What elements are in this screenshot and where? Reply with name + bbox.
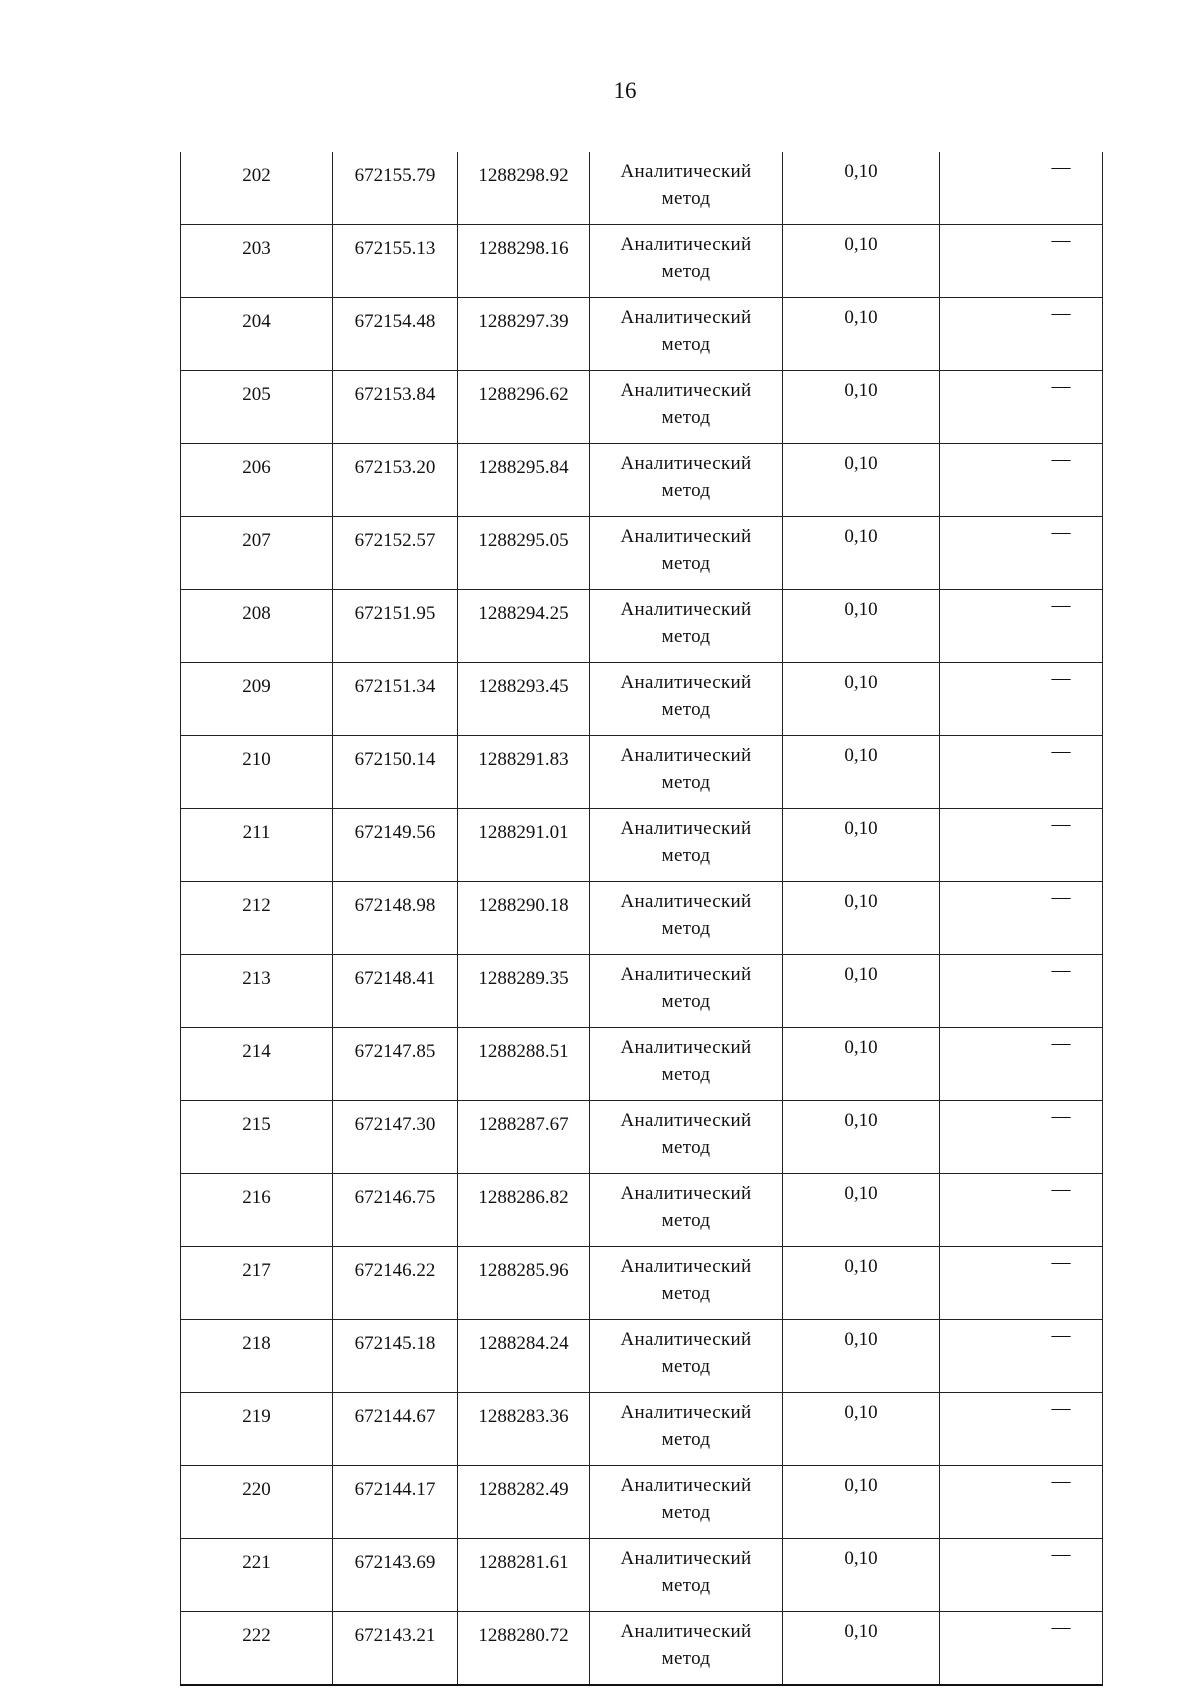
y-coordinate-cell: 1288286.82 xyxy=(458,1174,590,1247)
y-coordinate-cell: 1288281.61 xyxy=(458,1539,590,1612)
method-cell xyxy=(590,1393,783,1466)
point-number-cell: 208 xyxy=(181,590,333,663)
point-number-cell: 213 xyxy=(181,955,333,1028)
method-line: метод xyxy=(661,918,711,939)
method-line: метод xyxy=(661,991,711,1012)
coordinates-table xyxy=(180,152,1103,1686)
y-coordinate-cell: 1288280.72 xyxy=(458,1612,590,1686)
method-line: Аналитический xyxy=(620,818,752,839)
x-coordinate-cell: 672151.34 xyxy=(333,663,458,736)
method-line: Аналитический xyxy=(620,161,752,182)
x-coordinate-cell: 672143.69 xyxy=(333,1539,458,1612)
x-coordinate-cell: 672153.20 xyxy=(333,444,458,517)
accuracy-cell: 0,10 xyxy=(783,1028,940,1101)
table-body xyxy=(181,152,1103,1685)
accuracy-cell: 0,10 xyxy=(783,809,940,882)
point-number-cell: 212 xyxy=(181,882,333,955)
table-row xyxy=(181,663,1103,736)
description-cell: — xyxy=(940,152,1103,225)
method-line: Аналитический xyxy=(620,745,752,766)
method-line: метод xyxy=(661,845,711,866)
description-cell: — xyxy=(940,1101,1103,1174)
method-cell xyxy=(590,1028,783,1101)
x-coordinate-cell: 672155.13 xyxy=(333,225,458,298)
table-row xyxy=(181,1612,1103,1686)
y-coordinate-cell: 1288282.49 xyxy=(458,1466,590,1539)
point-number-cell: 211 xyxy=(181,809,333,882)
method-line: Аналитический xyxy=(620,599,752,620)
x-coordinate-cell: 672144.17 xyxy=(333,1466,458,1539)
description-cell: — xyxy=(940,809,1103,882)
table-row xyxy=(181,1539,1103,1612)
method-line: метод xyxy=(661,1137,711,1158)
table-row xyxy=(181,1247,1103,1320)
accuracy-cell: 0,10 xyxy=(783,1320,940,1393)
x-coordinate-cell: 672146.75 xyxy=(333,1174,458,1247)
method-line: метод xyxy=(661,1502,711,1523)
point-number-cell: 217 xyxy=(181,1247,333,1320)
method-line: метод xyxy=(661,261,711,282)
table-row xyxy=(181,1393,1103,1466)
method-line: Аналитический xyxy=(620,1475,752,1496)
point-number-cell: 222 xyxy=(181,1612,333,1686)
method-line: метод xyxy=(661,1575,711,1596)
accuracy-cell: 0,10 xyxy=(783,955,940,1028)
y-coordinate-cell: 1288297.39 xyxy=(458,298,590,371)
x-coordinate-cell: 672143.21 xyxy=(333,1612,458,1686)
x-coordinate-cell: 672145.18 xyxy=(333,1320,458,1393)
point-number-cell: 202 xyxy=(181,152,333,225)
method-line: Аналитический xyxy=(620,1110,752,1131)
method-cell xyxy=(590,809,783,882)
method-line: метод xyxy=(661,480,711,501)
method-cell xyxy=(590,955,783,1028)
point-number-cell: 204 xyxy=(181,298,333,371)
description-cell: — xyxy=(940,736,1103,809)
y-coordinate-cell: 1288288.51 xyxy=(458,1028,590,1101)
point-number-cell: 219 xyxy=(181,1393,333,1466)
table-row xyxy=(181,809,1103,882)
method-line: метод xyxy=(661,553,711,574)
method-cell xyxy=(590,590,783,663)
method-line: метод xyxy=(661,188,711,209)
description-cell: — xyxy=(940,225,1103,298)
accuracy-cell: 0,10 xyxy=(783,371,940,444)
point-number-cell: 216 xyxy=(181,1174,333,1247)
method-cell xyxy=(590,517,783,590)
method-line: метод xyxy=(661,1283,711,1304)
description-cell: — xyxy=(940,1612,1103,1686)
description-cell: — xyxy=(940,298,1103,371)
method-cell xyxy=(590,1466,783,1539)
description-cell: — xyxy=(940,444,1103,517)
table-row xyxy=(181,955,1103,1028)
table-row xyxy=(181,1466,1103,1539)
accuracy-cell: 0,10 xyxy=(783,590,940,663)
accuracy-cell: 0,10 xyxy=(783,1174,940,1247)
y-coordinate-cell: 1288291.01 xyxy=(458,809,590,882)
point-number-cell: 215 xyxy=(181,1101,333,1174)
y-coordinate-cell: 1288295.84 xyxy=(458,444,590,517)
method-line: метод xyxy=(661,1356,711,1377)
method-line: метод xyxy=(661,1064,711,1085)
x-coordinate-cell: 672147.30 xyxy=(333,1101,458,1174)
description-cell: — xyxy=(940,1393,1103,1466)
table-row xyxy=(181,444,1103,517)
x-coordinate-cell: 672144.67 xyxy=(333,1393,458,1466)
y-coordinate-cell: 1288298.16 xyxy=(458,225,590,298)
accuracy-cell: 0,10 xyxy=(783,1612,940,1686)
description-cell: — xyxy=(940,590,1103,663)
accuracy-cell: 0,10 xyxy=(783,882,940,955)
y-coordinate-cell: 1288296.62 xyxy=(458,371,590,444)
table-row xyxy=(181,152,1103,225)
description-cell: — xyxy=(940,1174,1103,1247)
accuracy-cell: 0,10 xyxy=(783,1101,940,1174)
accuracy-cell: 0,10 xyxy=(783,736,940,809)
description-cell: — xyxy=(940,882,1103,955)
x-coordinate-cell: 672149.56 xyxy=(333,809,458,882)
point-number-cell: 207 xyxy=(181,517,333,590)
table-row xyxy=(181,517,1103,590)
table-row xyxy=(181,298,1103,371)
point-number-cell: 209 xyxy=(181,663,333,736)
accuracy-cell: 0,10 xyxy=(783,152,940,225)
table-row xyxy=(181,736,1103,809)
method-line: Аналитический xyxy=(620,453,752,474)
x-coordinate-cell: 672146.22 xyxy=(333,1247,458,1320)
method-line: метод xyxy=(661,334,711,355)
description-cell: — xyxy=(940,1539,1103,1612)
method-cell xyxy=(590,371,783,444)
y-coordinate-cell: 1288291.83 xyxy=(458,736,590,809)
table-row xyxy=(181,882,1103,955)
method-line: Аналитический xyxy=(620,1548,752,1569)
x-coordinate-cell: 672154.48 xyxy=(333,298,458,371)
method-line: метод xyxy=(661,1429,711,1450)
x-coordinate-cell: 672148.98 xyxy=(333,882,458,955)
y-coordinate-cell: 1288289.35 xyxy=(458,955,590,1028)
method-cell xyxy=(590,1539,783,1612)
table-row xyxy=(181,371,1103,444)
description-cell: — xyxy=(940,1028,1103,1101)
method-line: Аналитический xyxy=(620,234,752,255)
description-cell: — xyxy=(940,517,1103,590)
method-cell xyxy=(590,736,783,809)
y-coordinate-cell: 1288285.96 xyxy=(458,1247,590,1320)
y-coordinate-cell: 1288290.18 xyxy=(458,882,590,955)
method-cell xyxy=(590,663,783,736)
method-line: метод xyxy=(661,699,711,720)
x-coordinate-cell: 672153.84 xyxy=(333,371,458,444)
description-cell: — xyxy=(940,663,1103,736)
accuracy-cell: 0,10 xyxy=(783,298,940,371)
point-number-cell: 221 xyxy=(181,1539,333,1612)
method-line: Аналитический xyxy=(620,1256,752,1277)
point-number-cell: 218 xyxy=(181,1320,333,1393)
table-row xyxy=(181,590,1103,663)
method-cell xyxy=(590,1247,783,1320)
y-coordinate-cell: 1288283.36 xyxy=(458,1393,590,1466)
method-line: Аналитический xyxy=(620,380,752,401)
table-row xyxy=(181,225,1103,298)
x-coordinate-cell: 672155.79 xyxy=(333,152,458,225)
point-number-cell: 206 xyxy=(181,444,333,517)
method-cell xyxy=(590,1612,783,1686)
x-coordinate-cell: 672151.95 xyxy=(333,590,458,663)
y-coordinate-cell: 1288284.24 xyxy=(458,1320,590,1393)
method-line: Аналитический xyxy=(620,1621,752,1642)
accuracy-cell: 0,10 xyxy=(783,1539,940,1612)
point-number-cell: 220 xyxy=(181,1466,333,1539)
description-cell: — xyxy=(940,1466,1103,1539)
accuracy-cell: 0,10 xyxy=(783,1247,940,1320)
description-cell: — xyxy=(940,371,1103,444)
method-line: Аналитический xyxy=(620,672,752,693)
method-cell xyxy=(590,152,783,225)
y-coordinate-cell: 1288295.05 xyxy=(458,517,590,590)
x-coordinate-cell: 672150.14 xyxy=(333,736,458,809)
method-line: Аналитический xyxy=(620,1037,752,1058)
table-row xyxy=(181,1101,1103,1174)
method-line: метод xyxy=(661,407,711,428)
method-line: метод xyxy=(661,1648,711,1669)
x-coordinate-cell: 672152.57 xyxy=(333,517,458,590)
accuracy-cell: 0,10 xyxy=(783,663,940,736)
point-number-cell: 205 xyxy=(181,371,333,444)
point-number-cell: 214 xyxy=(181,1028,333,1101)
method-line: Аналитический xyxy=(620,526,752,547)
accuracy-cell: 0,10 xyxy=(783,444,940,517)
method-line: Аналитический xyxy=(620,1402,752,1423)
description-cell: — xyxy=(940,1320,1103,1393)
y-coordinate-cell: 1288293.45 xyxy=(458,663,590,736)
table-row xyxy=(181,1320,1103,1393)
method-line: метод xyxy=(661,1210,711,1231)
method-line: метод xyxy=(661,626,711,647)
x-coordinate-cell: 672148.41 xyxy=(333,955,458,1028)
point-number-cell: 203 xyxy=(181,225,333,298)
description-cell: — xyxy=(940,1247,1103,1320)
method-cell xyxy=(590,444,783,517)
table-row xyxy=(181,1028,1103,1101)
method-cell xyxy=(590,225,783,298)
method-cell xyxy=(590,1101,783,1174)
method-cell xyxy=(590,1320,783,1393)
method-cell xyxy=(590,298,783,371)
method-line: метод xyxy=(661,772,711,793)
y-coordinate-cell: 1288298.92 xyxy=(458,152,590,225)
method-cell xyxy=(590,1174,783,1247)
method-line: Аналитический xyxy=(620,891,752,912)
y-coordinate-cell: 1288294.25 xyxy=(458,590,590,663)
method-cell xyxy=(590,882,783,955)
method-line: Аналитический xyxy=(620,307,752,328)
method-line: Аналитический xyxy=(620,1183,752,1204)
x-coordinate-cell: 672147.85 xyxy=(333,1028,458,1101)
accuracy-cell: 0,10 xyxy=(783,1466,940,1539)
method-line: Аналитический xyxy=(620,1329,752,1350)
table-row xyxy=(181,1174,1103,1247)
y-coordinate-cell: 1288287.67 xyxy=(458,1101,590,1174)
accuracy-cell: 0,10 xyxy=(783,225,940,298)
point-number-cell: 210 xyxy=(181,736,333,809)
page-number: 16 xyxy=(613,78,637,103)
description-cell: — xyxy=(940,955,1103,1028)
accuracy-cell: 0,10 xyxy=(783,1393,940,1466)
accuracy-cell: 0,10 xyxy=(783,517,940,590)
method-line: Аналитический xyxy=(620,964,752,985)
